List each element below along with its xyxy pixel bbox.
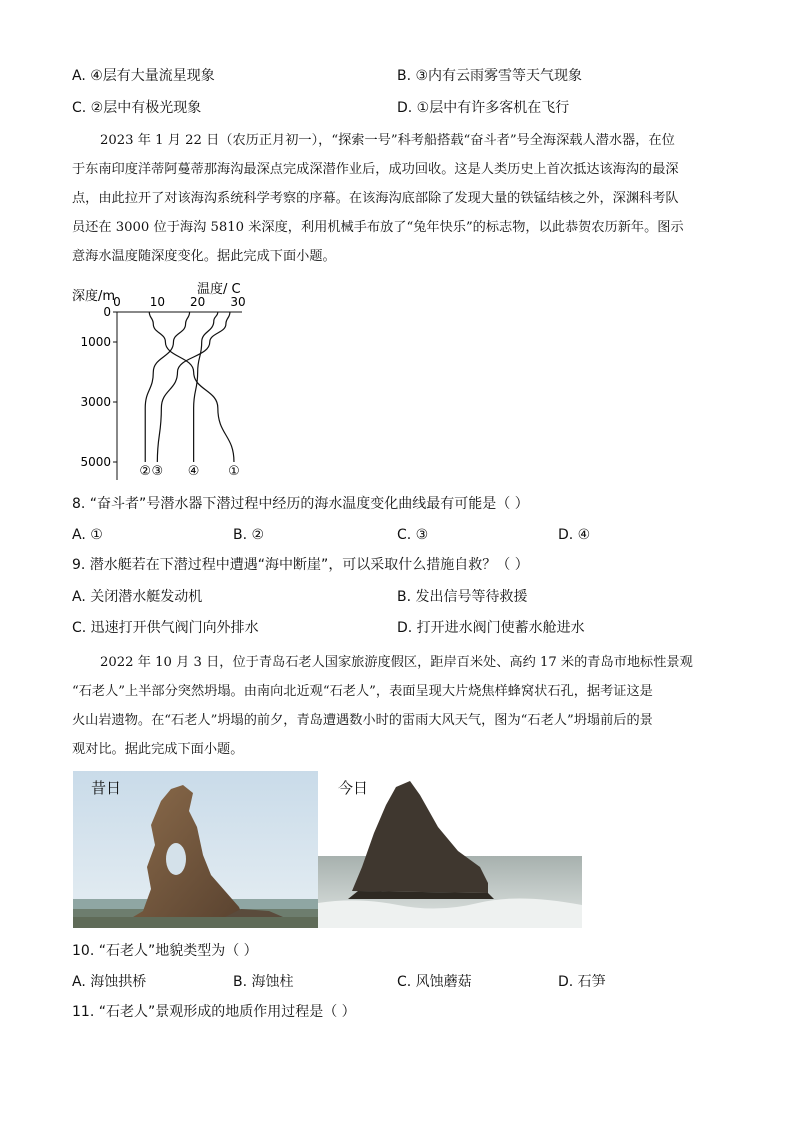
q9-option-b: B. 发出信号等待救援 — [397, 589, 528, 605]
passage-line: 点，由此拉开了对该海沟系统科学考察的序幕。在该海沟底部除了发现大量的铁锰结核之外，深渊科考队 — [72, 191, 679, 206]
curve-labels — [139, 464, 239, 479]
x-tick-label: 0 — [113, 295, 121, 309]
x-tick-label: 10 — [149, 295, 165, 309]
q9-option-c: C. 迅速打开供气阀门向外排水 — [72, 620, 259, 636]
y-tick-label: 0 — [103, 305, 111, 319]
q7-option-a: A. ④层有大量流星现象 — [72, 68, 215, 84]
y-axis-label: 深度/m — [72, 289, 116, 304]
passage-line: 意海水温度随深度变化。据此完成下面小题。 — [72, 249, 336, 264]
passage-line: 2023 年 1 月 22 日（农历正月初一），“探索一号”科考船搭载“奋斗者”号全海深载人潜水器，在位 — [100, 133, 675, 148]
q7-option-d: D. ①层中有许多客机在飞行 — [397, 100, 570, 116]
photo-before-collapse — [73, 771, 318, 928]
q7-option-c: C. ②层中有极光现象 — [72, 100, 202, 116]
passage-deep-sea — [72, 126, 724, 271]
x-tick-label: 20 — [190, 295, 206, 309]
y-tick-label: 3000 — [80, 395, 111, 409]
q9-option-d: D. 打开进水阀门使蓄水舱进水 — [397, 620, 585, 636]
q10-option-a: A. 海蚀拱桥 — [72, 974, 147, 990]
curve-label-3: ③ — [151, 464, 164, 479]
q8-stem: 8. “奋斗者”号潜水器下潜过程中经历的海水温度变化曲线最有可能是（ ） — [72, 496, 529, 512]
passage-shilaoren — [72, 648, 724, 764]
q10-stem: 10. “石老人”地貌类型为（ ） — [72, 943, 258, 959]
y-tick-label: 5000 — [80, 455, 111, 469]
curve-2 — [145, 312, 189, 462]
y-tick-label: 1000 — [80, 335, 111, 349]
passage-line: 员还在 3000 位于海沟 5810 米深度，利用机械手布放了“兔年快乐”的标志物，以此恭贺农历新年。图示 — [72, 220, 684, 235]
curve-label-1: ① — [228, 464, 240, 479]
photo-after-collapse — [318, 771, 582, 928]
q10-option-b: B. 海蚀柱 — [233, 974, 294, 990]
q8-option-d: D. ④ — [558, 527, 591, 543]
q8-option-a: A. ① — [72, 527, 103, 543]
q9-option-a: A. 关闭潜水艇发动机 — [72, 589, 203, 605]
x-axis-label: 温度/ C — [197, 282, 241, 297]
q7-option-b: B. ③内有云雨雾雪等天气现象 — [397, 68, 583, 84]
q8-option-b: B. ② — [233, 527, 265, 543]
curve-label-2: ② — [139, 464, 152, 479]
curve-label-4: ④ — [187, 464, 200, 479]
q10-option-d: D. 石笋 — [558, 974, 606, 990]
photo-before-label: 昔日 — [91, 779, 122, 797]
x-tick-labels — [113, 295, 245, 309]
q9-stem: 9. 潜水艇若在下潜过程中遭遇“海中断崖”，可以采取什么措施自救？（ ） — [72, 557, 529, 573]
passage-line: 于东南印度洋蒂阿蔓蒂那海沟最深点完成深潜作业后，成功回收。这是人类历史上首次抵达该海沟的最深 — [72, 162, 679, 177]
passage-line: 火山岩遗物。在“石老人”坍塌的前夕，青岛遭遇数小时的雷雨大风天气，图为“石老人”坍塌前后的景 — [72, 713, 653, 728]
temperature-depth-chart — [66, 280, 266, 485]
passage-line: 2022 年 10 月 3 日，位于青岛石老人国家旅游度假区，距岸百米处、高约 17 米的青岛市地标性景观 — [100, 655, 693, 670]
x-tick-label: 30 — [230, 295, 246, 309]
y-tick-labels — [80, 305, 117, 469]
passage-line: 观对比。据此完成下面小题。 — [72, 742, 244, 757]
q8-option-c: C. ③ — [397, 527, 429, 543]
curve-1 — [149, 312, 234, 462]
temperature-curves — [145, 312, 234, 462]
q10-option-c: C. 风蚀蘑菇 — [397, 974, 472, 990]
passage-line: “石老人”上半部分突然坍塌。由南向北近观“石老人”，表面呈现大片烧焦样蜂窝状石孔，据考证这是 — [72, 684, 653, 699]
q11-stem: 11. “石老人”景观形成的地质作用过程是（ ） — [72, 1004, 356, 1020]
photo-after-label: 今日 — [338, 779, 369, 797]
